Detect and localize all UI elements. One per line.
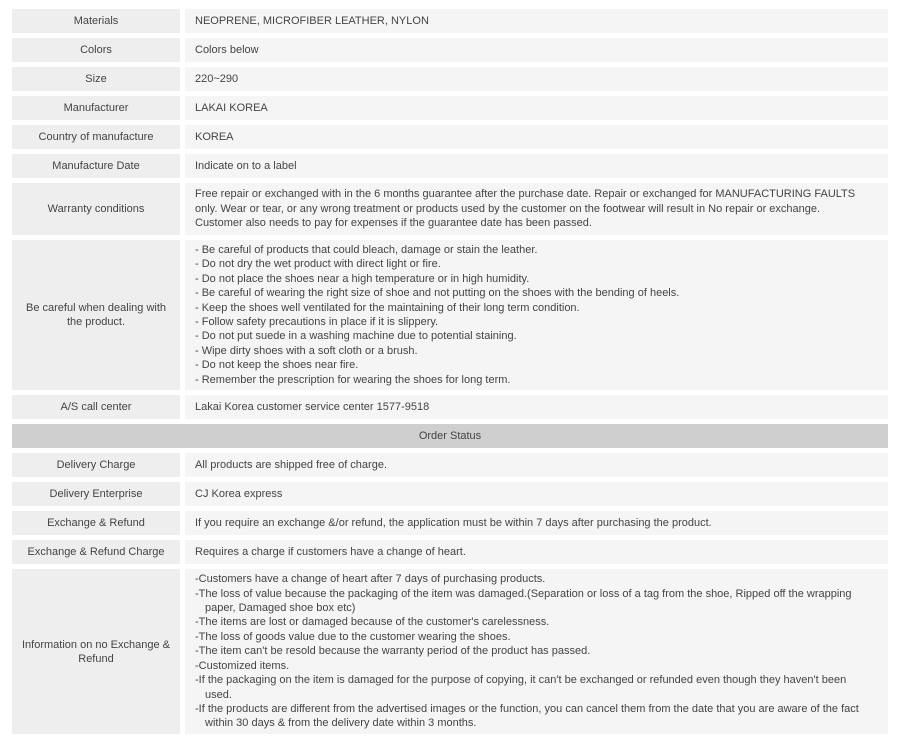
info-row-manufacturer <box>12 96 888 120</box>
row-label: Warranty conditions <box>12 183 180 235</box>
info-row-colors <box>12 38 888 62</box>
row-value <box>185 67 888 91</box>
row-value <box>185 38 888 62</box>
row-value <box>185 240 888 390</box>
row-label: Exchange & Refund <box>12 511 180 535</box>
row-value-text: If you require an exchange &/or refund, the application must be within 7 days after purchasing the product. <box>195 516 712 529</box>
careful-line: - Do not put suede in a washing machine due to potential staining. <box>195 330 517 343</box>
no-exchange-line: -The items are lost or damaged because of the customer's carelessness. <box>195 616 550 629</box>
row-value-text: Requires a charge if customers have a change of heart. <box>195 545 466 558</box>
row-value <box>185 453 888 477</box>
row-value-text: Lakai Korea customer service center 1577-9518 <box>195 400 430 413</box>
careful-line: - Wipe dirty shoes with a soft cloth or a brush. <box>195 344 418 357</box>
info-row-as-center <box>12 395 888 419</box>
info-row-size <box>12 67 888 91</box>
info-row-careful <box>12 240 888 390</box>
row-value-text: KOREA <box>195 130 234 143</box>
no-exchange-line: -If the packaging on the item is damaged for the purpose of copying, it can't be exchanged or refunded even though they haven't been <box>195 674 847 687</box>
no-exchange-line: -The item can't be resold because the warranty period of the product has passed. <box>195 645 591 658</box>
info-row-materials <box>12 9 888 33</box>
info-row-country <box>12 125 888 149</box>
row-label: Size <box>12 67 180 91</box>
careful-line: - Do not keep the shoes near fire. <box>195 359 359 372</box>
row-label: Delivery Charge <box>12 453 180 477</box>
row-label: A/S call center <box>12 395 180 419</box>
info-row-manufacture-date <box>12 154 888 178</box>
no-exchange-line: used. <box>205 688 232 701</box>
row-label: Exchange & Refund Charge <box>12 540 180 564</box>
row-value-text: 220~290 <box>195 72 239 85</box>
section-header-order-status: Order Status <box>12 424 888 448</box>
no-exchange-line: -The loss of goods value due to the customer wearing the shoes. <box>195 630 511 643</box>
info-row-exchange-refund <box>12 511 888 535</box>
warranty-line: Customer also needs to pay for expenses if the guarantee date has been passed. <box>195 217 592 230</box>
row-label: Manufacturer <box>12 96 180 120</box>
careful-line: - Do not place the shoes near a high temperature or in high humidity. <box>195 272 530 285</box>
careful-line: - Be careful of wearing the right size of shoe and not putting on the shoes with the bending of heels. <box>195 287 680 300</box>
warranty-line: Free repair or exchanged with in the 6 months guarantee after the purchase date. Repair or exchanged for MANUFACTURING FAULTS <box>195 188 856 201</box>
careful-line: - Keep the shoes well ventilated for the maintaining of their long term condition. <box>195 301 580 314</box>
row-value-text: LAKAI KOREA <box>195 101 268 114</box>
row-value <box>185 540 888 564</box>
info-row-delivery-charge <box>12 453 888 477</box>
row-value <box>185 395 888 419</box>
info-row-exchange-refund-charge <box>12 540 888 564</box>
no-exchange-line: -If the products are different from the advertised images or the function, you can cancel them from the date that you are aware of the fact <box>195 702 859 715</box>
row-label: Be careful when dealing with the product. <box>12 240 180 390</box>
info-row-no-exchange <box>12 569 888 734</box>
row-label: Country of manufacture <box>12 125 180 149</box>
careful-line: - Follow safety precautions in place if it is slippery. <box>195 316 439 328</box>
row-label: Information on no Exchange & Refund <box>12 569 180 734</box>
row-value <box>185 183 888 235</box>
careful-line: - Do not dry the wet product with direct light or fire. <box>195 258 441 271</box>
warranty-line: only. Wear or tear, or any wrong treatment or products used by the customer on the footwear will result in No repair or exchange. <box>195 202 821 215</box>
careful-line: - Be careful of products that could bleach, damage or stain the leather. <box>195 243 538 256</box>
row-value-text: CJ Korea express <box>195 487 283 500</box>
no-exchange-line: within 30 days & from the delivery date within 3 months. <box>205 717 477 730</box>
no-exchange-line: paper, Damaged shoe box etc) <box>205 602 356 615</box>
careful-line: - Remember the prescription for wearing the shoes for long term. <box>195 373 511 386</box>
row-value <box>185 125 888 149</box>
row-value-text: Indicate on to a label <box>195 159 297 172</box>
row-value <box>185 9 888 33</box>
row-label: Materials <box>12 9 180 33</box>
no-exchange-line: -Customized items. <box>195 659 290 672</box>
row-label: Delivery Enterprise <box>12 482 180 506</box>
row-value <box>185 96 888 120</box>
row-value-text: All products are shipped free of charge. <box>195 458 388 471</box>
row-label: Colors <box>12 38 180 62</box>
row-value <box>185 511 888 535</box>
info-row-delivery-enterprise <box>12 482 888 506</box>
row-label: Manufacture Date <box>12 154 180 178</box>
row-value-text: NEOPRENE, MICROFIBER LEATHER, NYLON <box>195 14 429 27</box>
info-row-warranty <box>12 183 888 235</box>
row-value <box>185 154 888 178</box>
row-value <box>185 482 888 506</box>
no-exchange-line: -Customers have a change of heart after 7 days of purchasing products. <box>195 573 546 586</box>
row-value-text: Colors below <box>195 43 259 56</box>
no-exchange-line: -The loss of value because the packaging of the item was damaged.(Separation or loss of a tag from the shoe, Ripped off the wrapping <box>195 587 852 600</box>
row-value <box>185 569 888 734</box>
product-info-table <box>12 9 888 739</box>
